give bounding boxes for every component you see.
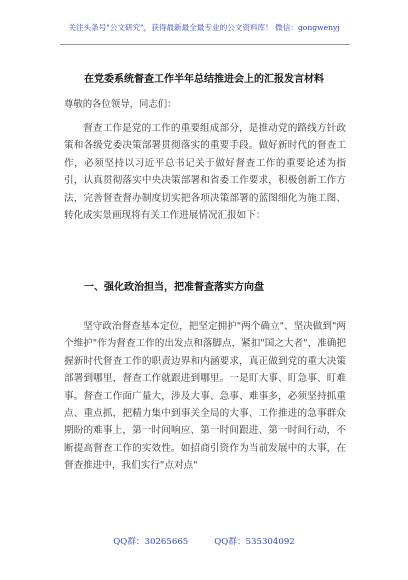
footer-qq-group-2: QQ群：535304092	[214, 537, 295, 547]
footer-qq-group-1: QQ群：30265665	[113, 537, 189, 547]
document-title: 在党委系统督查工作半年总结推进会上的汇报发言材料	[84, 74, 324, 85]
salutation: 尊敬的各位领导，同志们：	[64, 99, 177, 110]
paragraph-intro: 督查工作是党的工作的重要组成部分，是推动党的路线方针政策和各级党委决策部署贯彻落实的重要手段。做好新时代的督查工作，必须坚持以习近平总书记关于做好督查工作的重要论述为指引，认真贯彻落实中央决策部署和省委工作要求，积极创新工作方法，完善督查督办制度切实把各项决策部署的蓝图细化为施工图、转化成实景画现将有关工作进展情况汇报如下：	[64, 123, 346, 222]
paragraph-section-1: 坚守政治督查基本定位，把坚定拥护"两个确立"、坚决做到"两个维护"作为督查工作的出发点和落脚点，紧扣"国之大者"，准确把握新时代督查工作的职责边界和内涵要求，真正做到党的重大决策部署到哪里，督查工作就跟进到哪里。一是盯大事、盯急事、盯难事。督查工作面广量大，涉及大事、急事、难事多，必须坚持抓重点、重点抓，把精力集中到事关全局的大事、工作推进的急事群众期盼的难事上，第一时间响应、第一时间跟进、第一时间行动，不断提高督查工作的实效性。如招商引资作为当前发展中的大事，在督查推进中，我们实行"点对点"	[64, 321, 346, 472]
header-promo-note: 关注头条号"公文研究"，获得最新最全最专业的公文资料库！ 微信：gongwenyj	[68, 23, 340, 32]
header-divider	[60, 44, 350, 45]
section-heading-1: 一、强化政治担当，把准督查落实方向盘	[84, 282, 264, 293]
footer-contact	[0, 535, 408, 547]
